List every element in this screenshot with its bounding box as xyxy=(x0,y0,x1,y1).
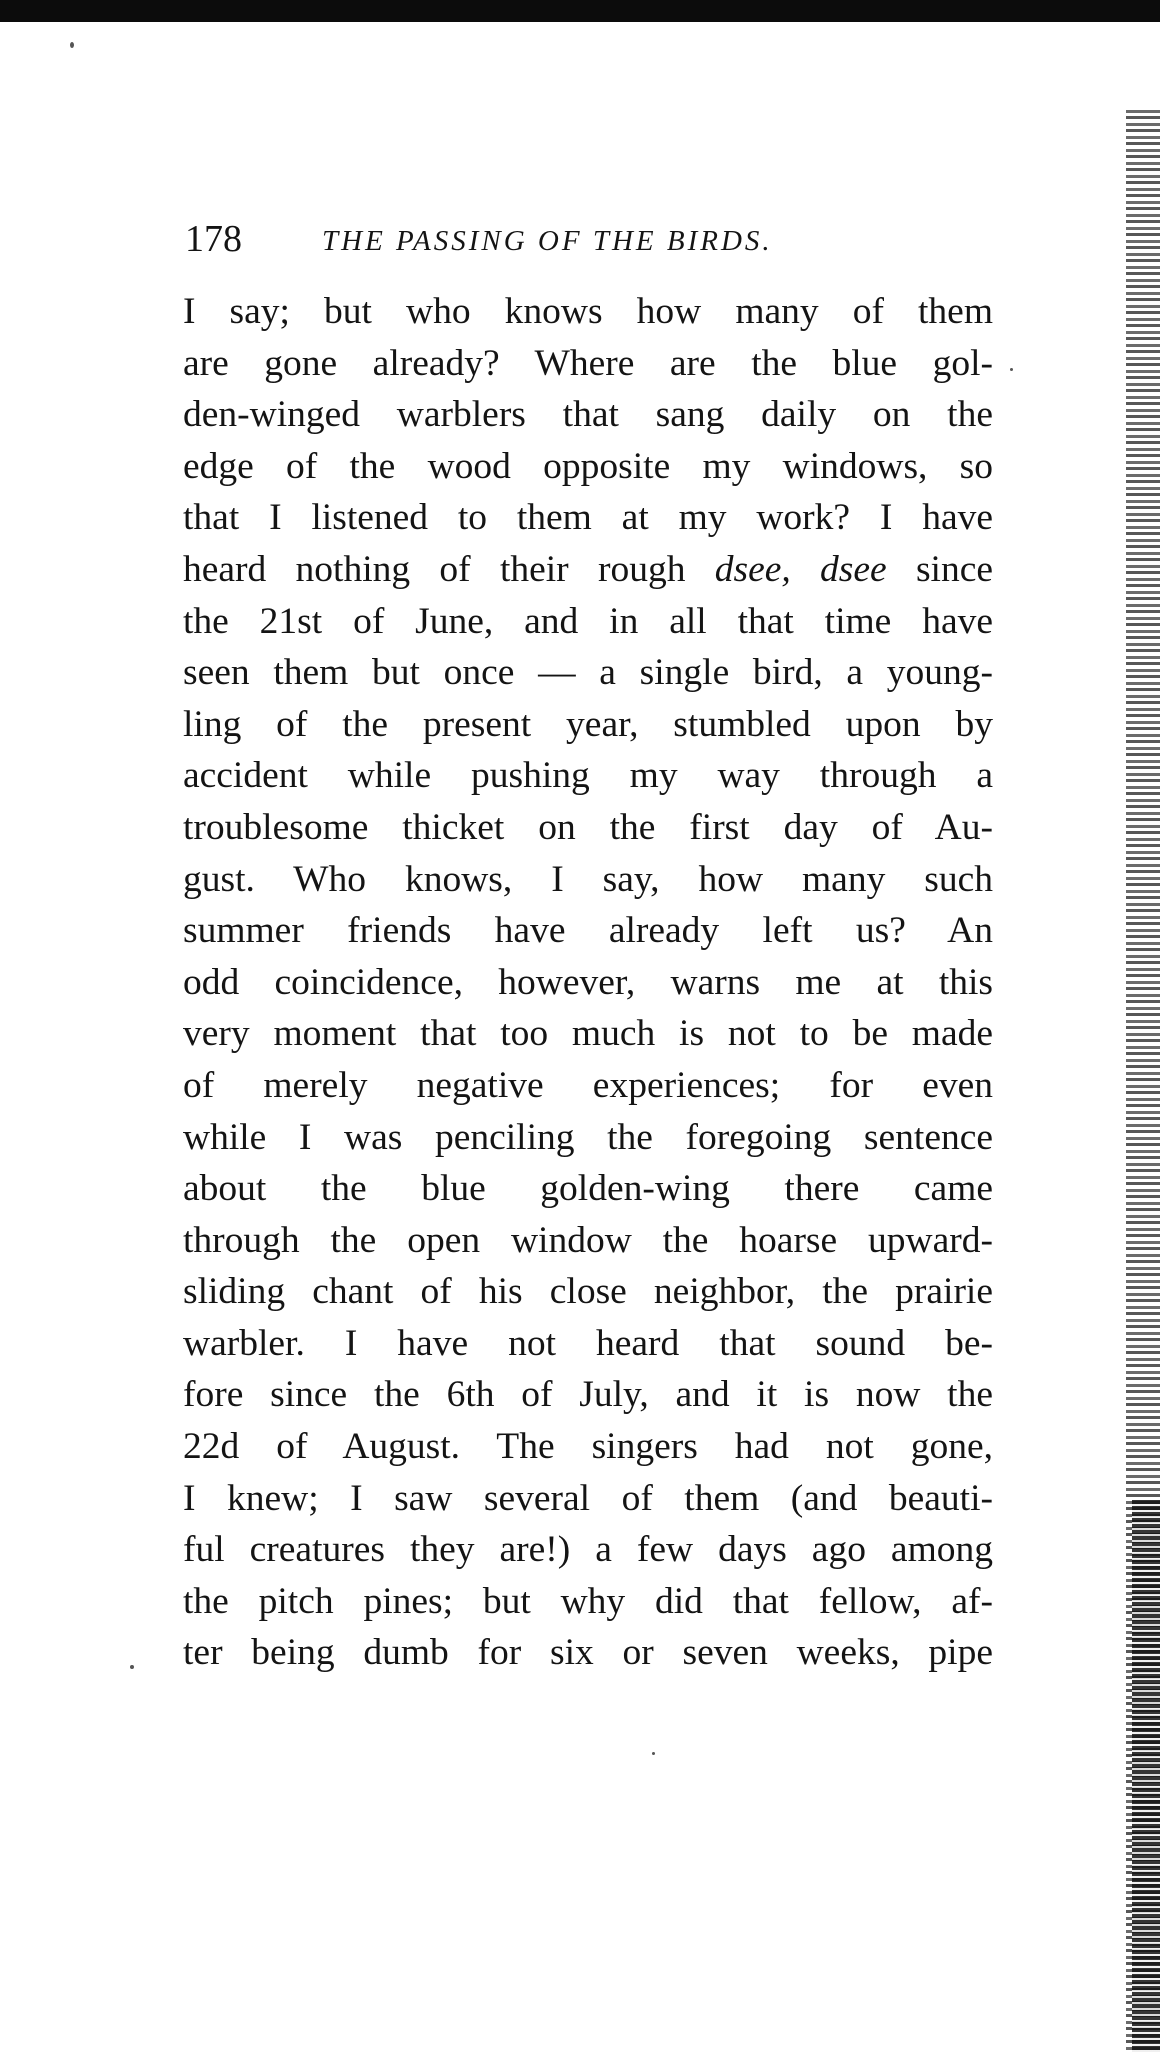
scan-speck xyxy=(652,1752,655,1755)
text-line: I say; but who knows how many of them xyxy=(183,291,993,332)
page-number: 178 xyxy=(185,218,242,260)
text-line: the 21st of June, and in all that time have xyxy=(183,600,993,642)
text-line: are gone already? Where are the blue gol- xyxy=(183,342,993,384)
text-line: very moment that too much is not to be made xyxy=(183,1013,993,1055)
text-line: about the blue golden-wing there came xyxy=(183,1168,993,1210)
italic-phrase: dsee, dsee xyxy=(714,548,887,590)
text-line: fore since the 6th of July, and it is now the xyxy=(183,1374,993,1416)
body-text xyxy=(183,286,993,1679)
text-line: seen them but once — a single bird, a young- xyxy=(183,652,993,694)
text-line: accident while pushing my way through a xyxy=(183,755,993,797)
scan-page-edge-lower xyxy=(1132,1500,1160,2052)
text-line: sliding chant of his close neighbor, the prairie xyxy=(183,1271,993,1313)
text-line: while I was penciling the foregoing sentence xyxy=(183,1116,993,1158)
text-line: 22d of August. The singers had not gone, xyxy=(183,1426,993,1468)
text-line: summer friends have already left us? An xyxy=(183,910,993,952)
text-line: through the open window the hoarse upward- xyxy=(183,1219,993,1261)
text-line: edge of the wood opposite my windows, so xyxy=(183,445,993,487)
text-line: gust. Who knows, I say, how many such xyxy=(183,858,993,900)
text-line: that I listened to them at my work? I have xyxy=(183,497,993,539)
text-line: warbler. I have not heard that sound be- xyxy=(183,1322,993,1364)
page-header xyxy=(185,214,995,264)
text-line: ling of the present year, stumbled upon by xyxy=(183,703,993,745)
text-line: of merely negative experiences; for even xyxy=(183,1064,993,1106)
running-head: THE PASSING OF THE BIRDS. xyxy=(322,225,773,257)
scan-speck xyxy=(130,1665,134,1669)
text-line: odd coincidence, however, warns me at this xyxy=(183,961,993,1003)
text-line: troublesome thicket on the first day of Au- xyxy=(183,806,993,848)
text-line: ful creatures they are!) a few days ago among xyxy=(183,1529,993,1571)
text-line: heard nothing of their rough dsee, dsee since xyxy=(183,548,993,590)
scan-speck xyxy=(70,42,74,48)
text-line: the pitch pines; but why did that fellow, af- xyxy=(183,1580,993,1622)
text-line: den-winged warblers that sang daily on the xyxy=(183,394,993,436)
text-line: ter being dumb for six or seven weeks, pipe xyxy=(183,1632,993,1674)
text-line: I knew; I saw several of them (and beauti- xyxy=(183,1477,993,1519)
scan-speck xyxy=(1010,368,1013,371)
scan-top-border xyxy=(0,0,1160,22)
